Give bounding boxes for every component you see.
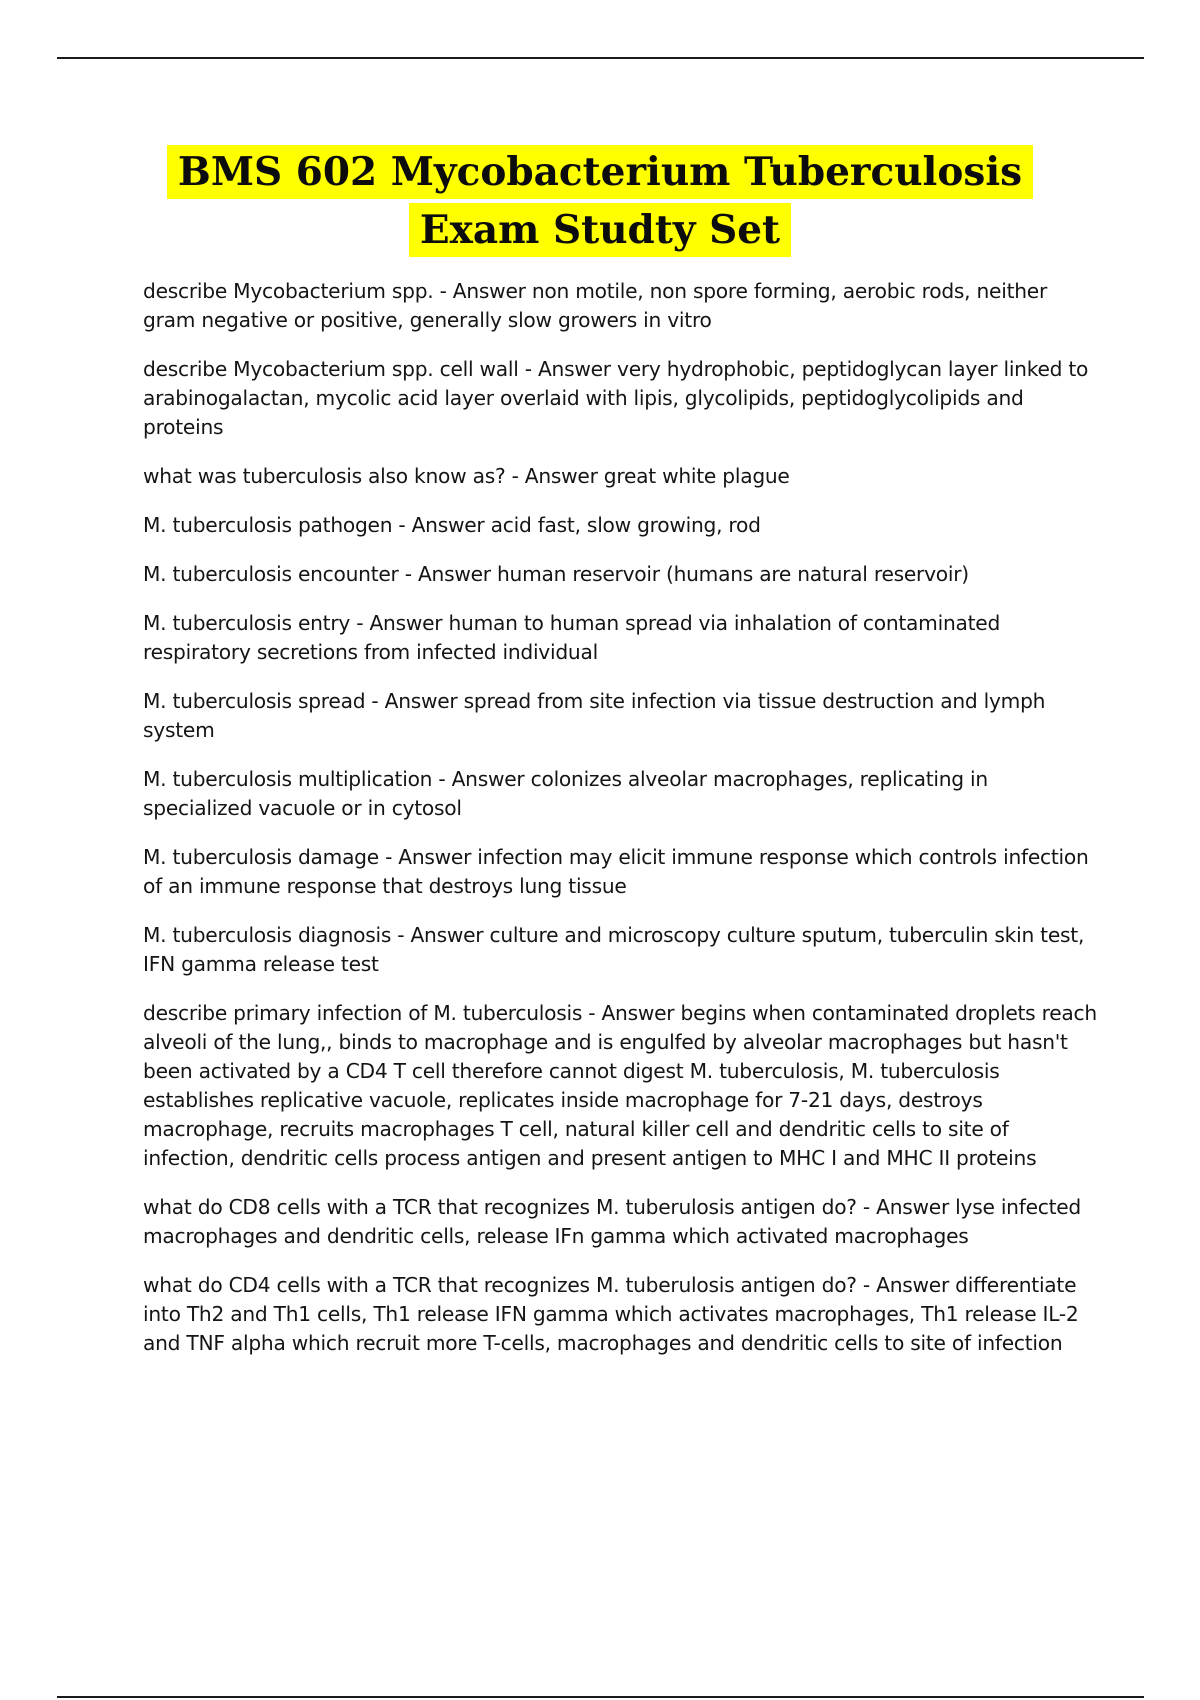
qa-entry: M. tuberculosis spread - Answer spread from site infection via tissue destruction and lymph system bbox=[143, 689, 1046, 742]
qa-entry: M. tuberculosis damage - Answer infection may elicit immune response which controls infection of an immune response that destroys lung tissue bbox=[143, 845, 1089, 898]
title-line-2: Exam Studty Set bbox=[409, 203, 791, 257]
bottom-rule bbox=[57, 1696, 1144, 1698]
qa-entry: describe Mycobacterium spp. - Answer non motile, non spore forming, aerobic rods, neither gram negative or positive, generally slow growers in vitro bbox=[143, 279, 1048, 332]
qa-entry: M. tuberculosis pathogen - Answer acid fast, slow growing, rod bbox=[143, 513, 761, 537]
qa-entry: describe primary infection of M. tuberculosis - Answer begins when contaminated droplets reach alveoli of the lung,, binds to macrophage and is engulfed by alveolar macrophages but hasn't been activated by a CD4 T cell therefore cannot digest M. tuberculosis, M. tuberculosis establishes replicative vacuole, replicates inside macrophage for 7-21 days, destroys macrophage, recruits macrophages T cell, natural killer cell and dendritic cells to site of infection, dendritic cells process antigen and present antigen to MHC I and MHC II proteins bbox=[143, 1001, 1097, 1170]
qa-entry: M. tuberculosis encounter - Answer human reservoir (humans are natural reservoir) bbox=[143, 562, 969, 586]
qa-entry: M. tuberculosis diagnosis - Answer culture and microscopy culture sputum, tuberculin skin test, IFN gamma release test bbox=[143, 923, 1085, 976]
qa-entry: what do CD4 cells with a TCR that recognizes M. tuberulosis antigen do? - Answer differentiate into Th2 and Th1 cells, Th1 release IFN gamma which activates macrophages, Th1 release IL-2 and TNF alpha which recruit more T-cells, macrophages and dendritic cells to site of infection bbox=[143, 1273, 1079, 1355]
title-line-1: BMS 602 Mycobacterium Tuberculosis bbox=[167, 145, 1033, 199]
document-title bbox=[0, 145, 1200, 261]
qa-entry: describe Mycobacterium spp. cell wall - Answer very hydrophobic, peptidoglycan layer linked to arabinogalactan, mycolic acid layer overlaid with lipis, glycolipids, peptidoglycolipids and proteins bbox=[143, 357, 1089, 439]
qa-entry: M. tuberculosis entry - Answer human to human spread via inhalation of contaminated respiratory secretions from infected individual bbox=[143, 611, 1001, 664]
top-rule bbox=[57, 57, 1144, 59]
qa-entry: what do CD8 cells with a TCR that recognizes M. tuberulosis antigen do? - Answer lyse infected macrophages and dendritic cells, release IFn gamma which activated macrophages bbox=[143, 1195, 1081, 1248]
qa-entry: what was tuberculosis also know as? - Answer great white plague bbox=[143, 464, 790, 488]
qa-entry: M. tuberculosis multiplication - Answer colonizes alveolar macrophages, replicating in specialized vacuole or in cytosol bbox=[143, 767, 988, 820]
qa-list bbox=[143, 277, 1098, 1378]
